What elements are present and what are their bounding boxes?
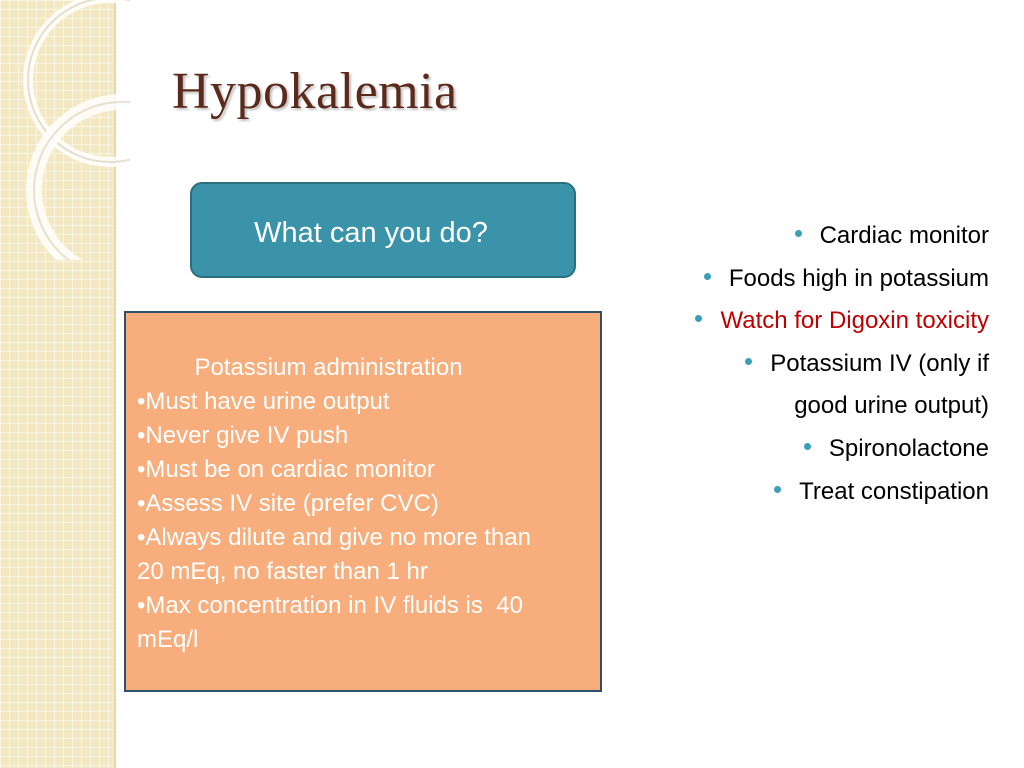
- potassium-box-line: •Never give IV push: [137, 422, 349, 449]
- potassium-box-line: •Assess IV site (prefer CVC): [137, 490, 439, 517]
- potassium-box-line: •Always dilute and give no more than: [137, 524, 531, 551]
- list-item: [600, 215, 989, 258]
- list-item-text: Spironolactone: [828, 434, 989, 462]
- list-item-text: Potassium IV (only if: [770, 349, 989, 377]
- potassium-box-line: 20 mEq, no faster than 1 hr: [137, 558, 428, 585]
- potassium-box-heading: Potassium administration: [194, 354, 463, 381]
- bullet-icon: [704, 273, 711, 280]
- list-item-text: Cardiac monitor: [819, 222, 989, 249]
- list-item-text: Foods high in potassium: [728, 264, 989, 292]
- potassium-box-line: mEq/l: [137, 626, 199, 653]
- slide-title: Hypokalemia: [172, 63, 458, 120]
- potassium-box-line: •Must have urine output: [137, 388, 390, 415]
- list-item: [600, 300, 989, 343]
- bullet-icon: [774, 486, 781, 493]
- list-item: [600, 258, 989, 301]
- potassium-box-line: •Max concentration in IV fluids is 40: [137, 592, 523, 619]
- question-box: [190, 182, 576, 278]
- list-item: [600, 428, 989, 471]
- bullet-icon: [745, 358, 752, 365]
- bullet-icon: [804, 443, 811, 450]
- list-item-text: good urine output): [794, 392, 989, 420]
- actions-list: [600, 215, 989, 513]
- list-item: [600, 343, 989, 386]
- potassium-box-line: •Must be on cardiac monitor: [137, 456, 435, 483]
- potassium-administration-box: [124, 311, 602, 692]
- bullet-icon: [795, 230, 802, 237]
- decorative-rings: [0, 0, 130, 260]
- question-text: What can you do?: [254, 217, 488, 249]
- bullet-icon: [695, 315, 702, 322]
- list-item-text: Watch for Digoxin toxicity: [720, 307, 989, 335]
- list-item-continuation: [600, 385, 989, 428]
- list-item: [600, 471, 989, 514]
- list-item-text: Treat constipation: [799, 477, 989, 505]
